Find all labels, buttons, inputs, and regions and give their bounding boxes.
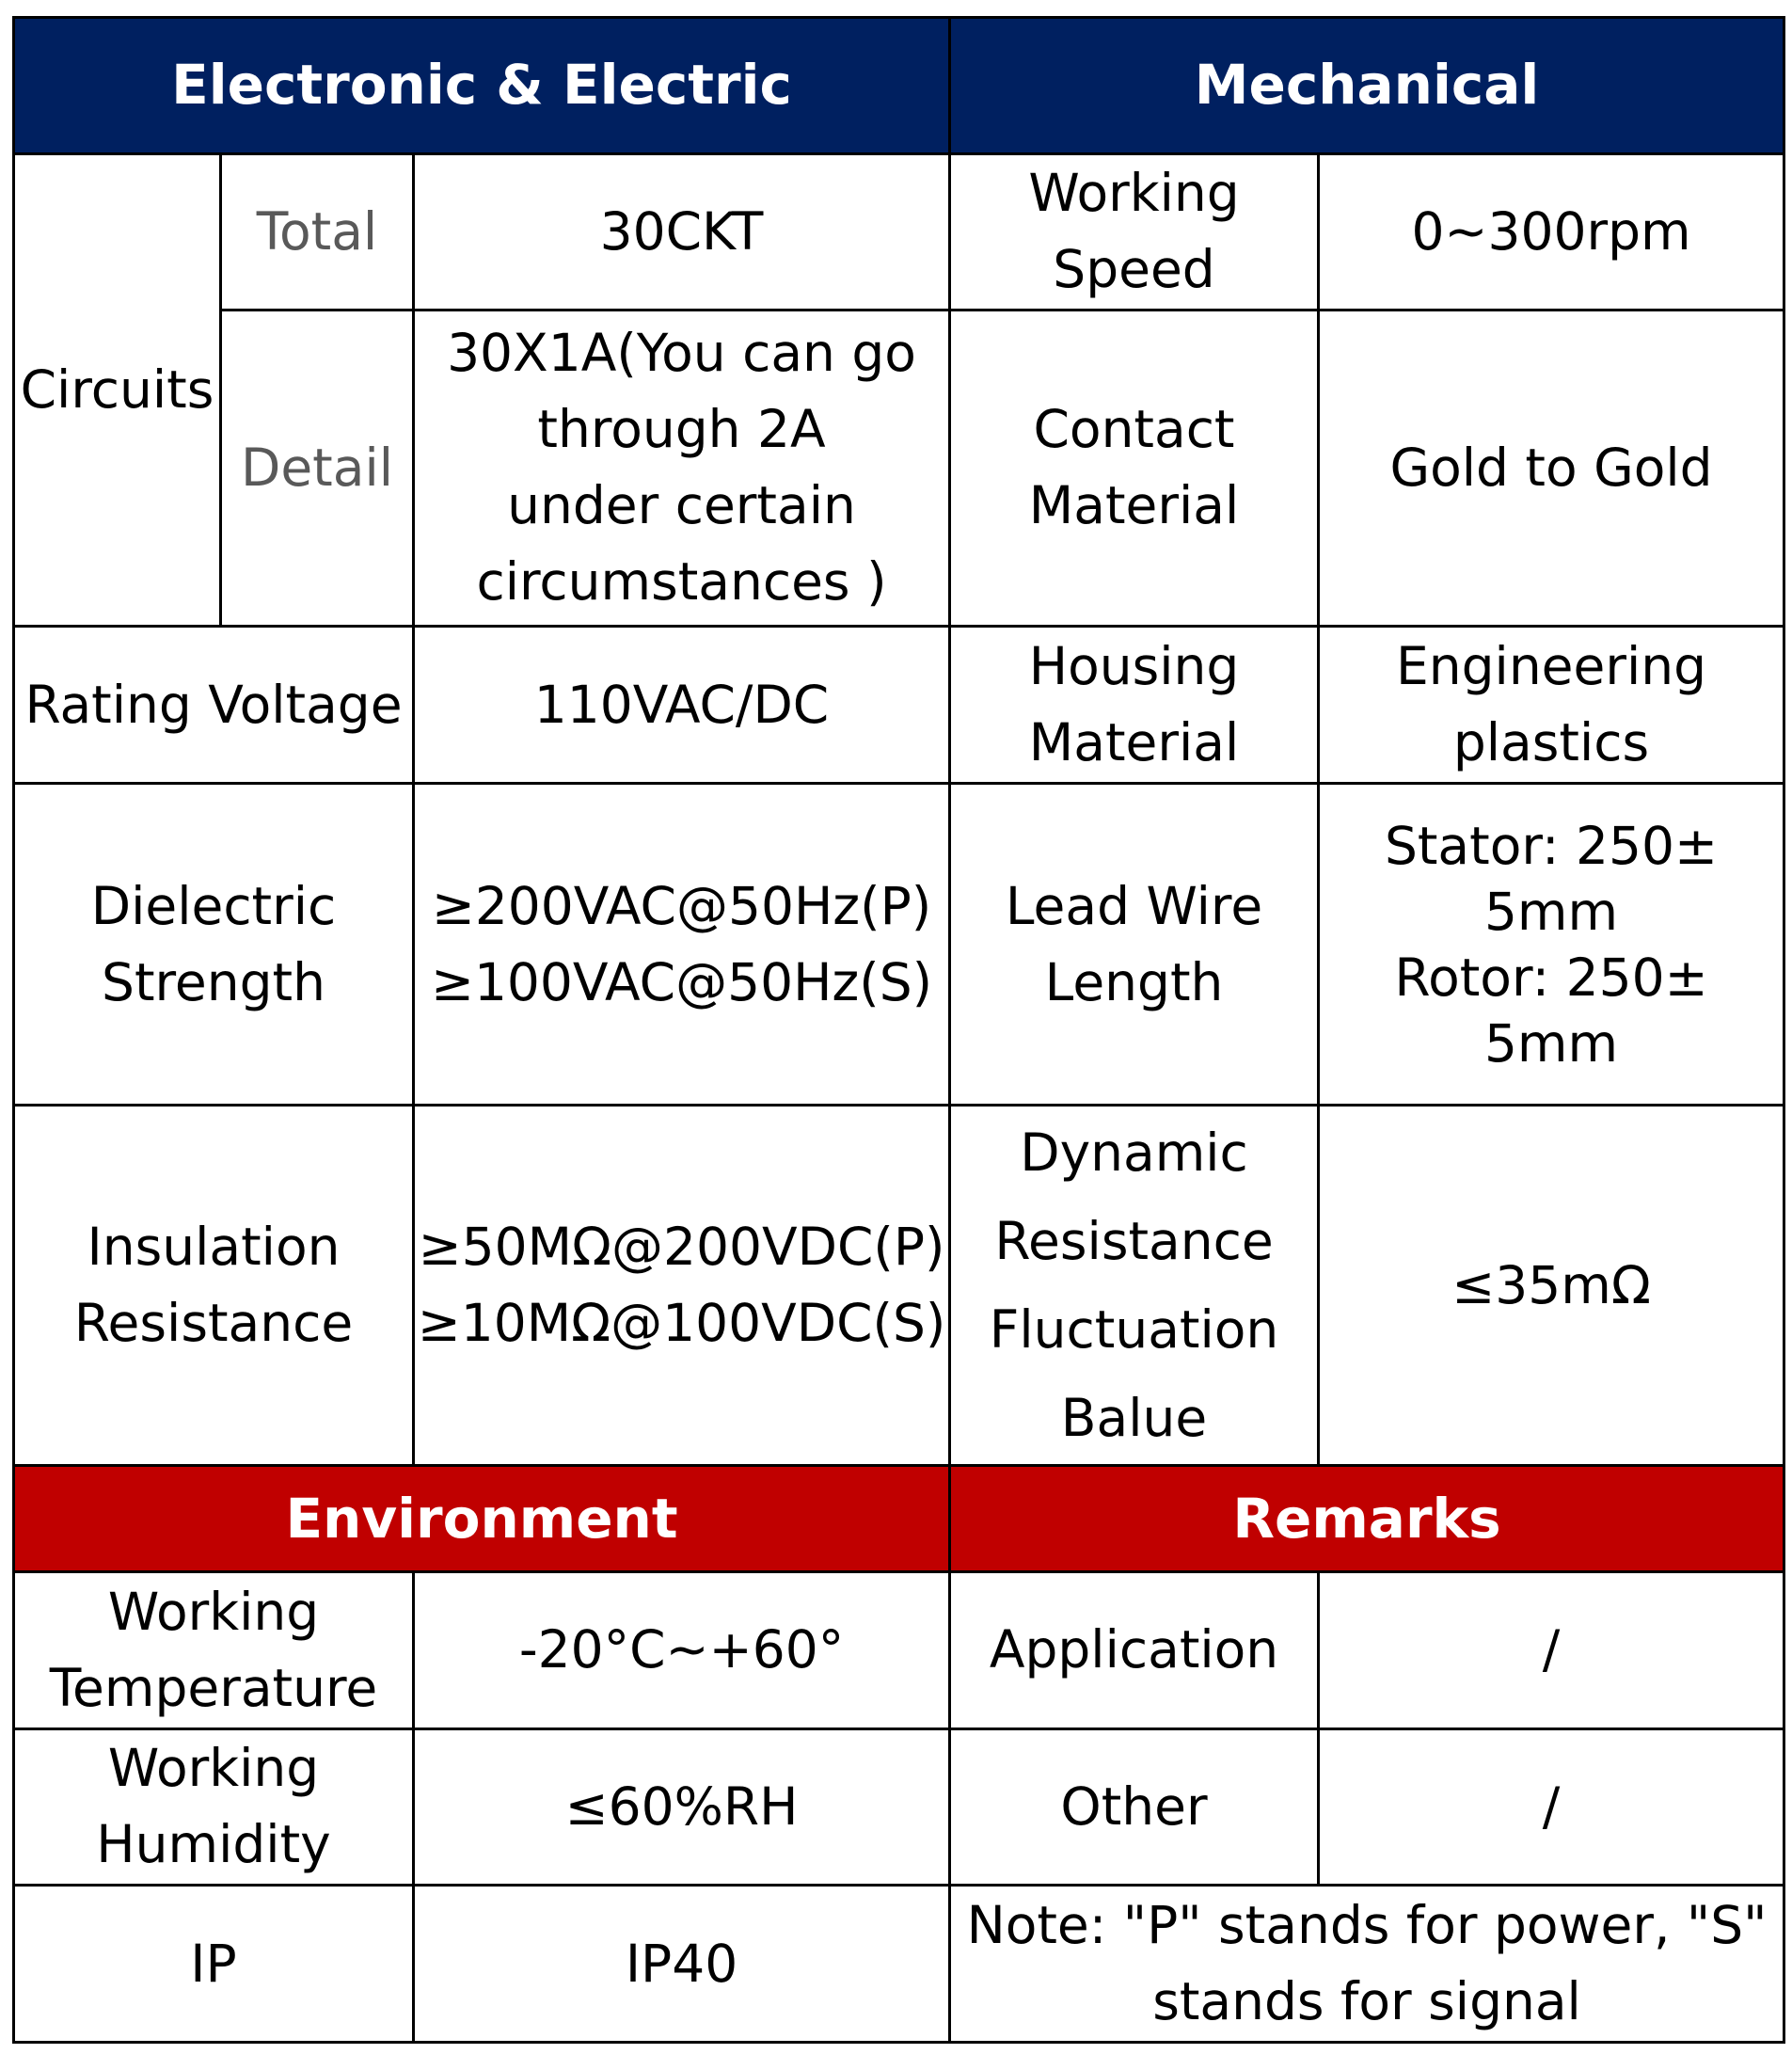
dielectric-strength-label: Dielectric Strength (14, 784, 414, 1105)
lead-wire-length-value: Stator: 250± 5mm Rotor: 250± 5mm (1319, 784, 1784, 1105)
electronic-electric-header: Electronic & Electric (14, 18, 950, 154)
other-label: Other (950, 1728, 1319, 1886)
dielectric-strength-value: ≥200VAC@50Hz(P) ≥100VAC@50Hz(S) (414, 784, 950, 1105)
working-humidity-label: Working Humidity (14, 1728, 414, 1886)
contact-material-value: Gold to Gold (1319, 310, 1784, 626)
remarks-note: Note: "P" stands for power, "S" stands for signal (950, 1886, 1784, 2043)
working-temperature-label: Working Temperature (14, 1571, 414, 1728)
housing-material-value: Engineering plastics (1319, 626, 1784, 784)
contact-material-label: Contact Material (950, 310, 1319, 626)
ip-label: IP (14, 1886, 414, 2043)
remarks-header: Remarks (950, 1466, 1784, 1571)
working-temperature-value: -20°C~+60° (414, 1571, 950, 1728)
working-speed-value: 0~300rpm (1319, 153, 1784, 310)
application-label: Application (950, 1571, 1319, 1728)
detail-label: Detail (221, 310, 414, 626)
insulation-resistance-value: ≥50MΩ@200VDC(P) ≥10MΩ@100VDC(S) (414, 1105, 950, 1466)
ip-value: IP40 (414, 1886, 950, 2043)
application-value: / (1319, 1571, 1784, 1728)
lead-wire-length-label: Lead Wire Length (950, 784, 1319, 1105)
rating-voltage-value: 110VAC/DC (414, 626, 950, 784)
mechanical-header: Mechanical (950, 18, 1784, 154)
environment-header: Environment (14, 1466, 950, 1571)
detail-value: 30X1A(You can go through 2A under certain circumstances ) (414, 310, 950, 626)
dynamic-resistance-value: ≤35mΩ (1319, 1105, 1784, 1466)
dynamic-resistance-label: Dynamic Resistance Fluctuation Balue (950, 1105, 1319, 1466)
rating-voltage-label: Rating Voltage (14, 626, 414, 784)
insulation-resistance-label: Insulation Resistance (14, 1105, 414, 1466)
circuits-label: Circuits (14, 153, 221, 626)
housing-material-label: Housing Material (950, 626, 1319, 784)
working-speed-label: Working Speed (950, 153, 1319, 310)
total-value: 30CKT (414, 153, 950, 310)
other-value: / (1319, 1728, 1784, 1886)
specification-table (12, 16, 1785, 2044)
working-humidity-value: ≤60%RH (414, 1728, 950, 1886)
total-label: Total (221, 153, 414, 310)
